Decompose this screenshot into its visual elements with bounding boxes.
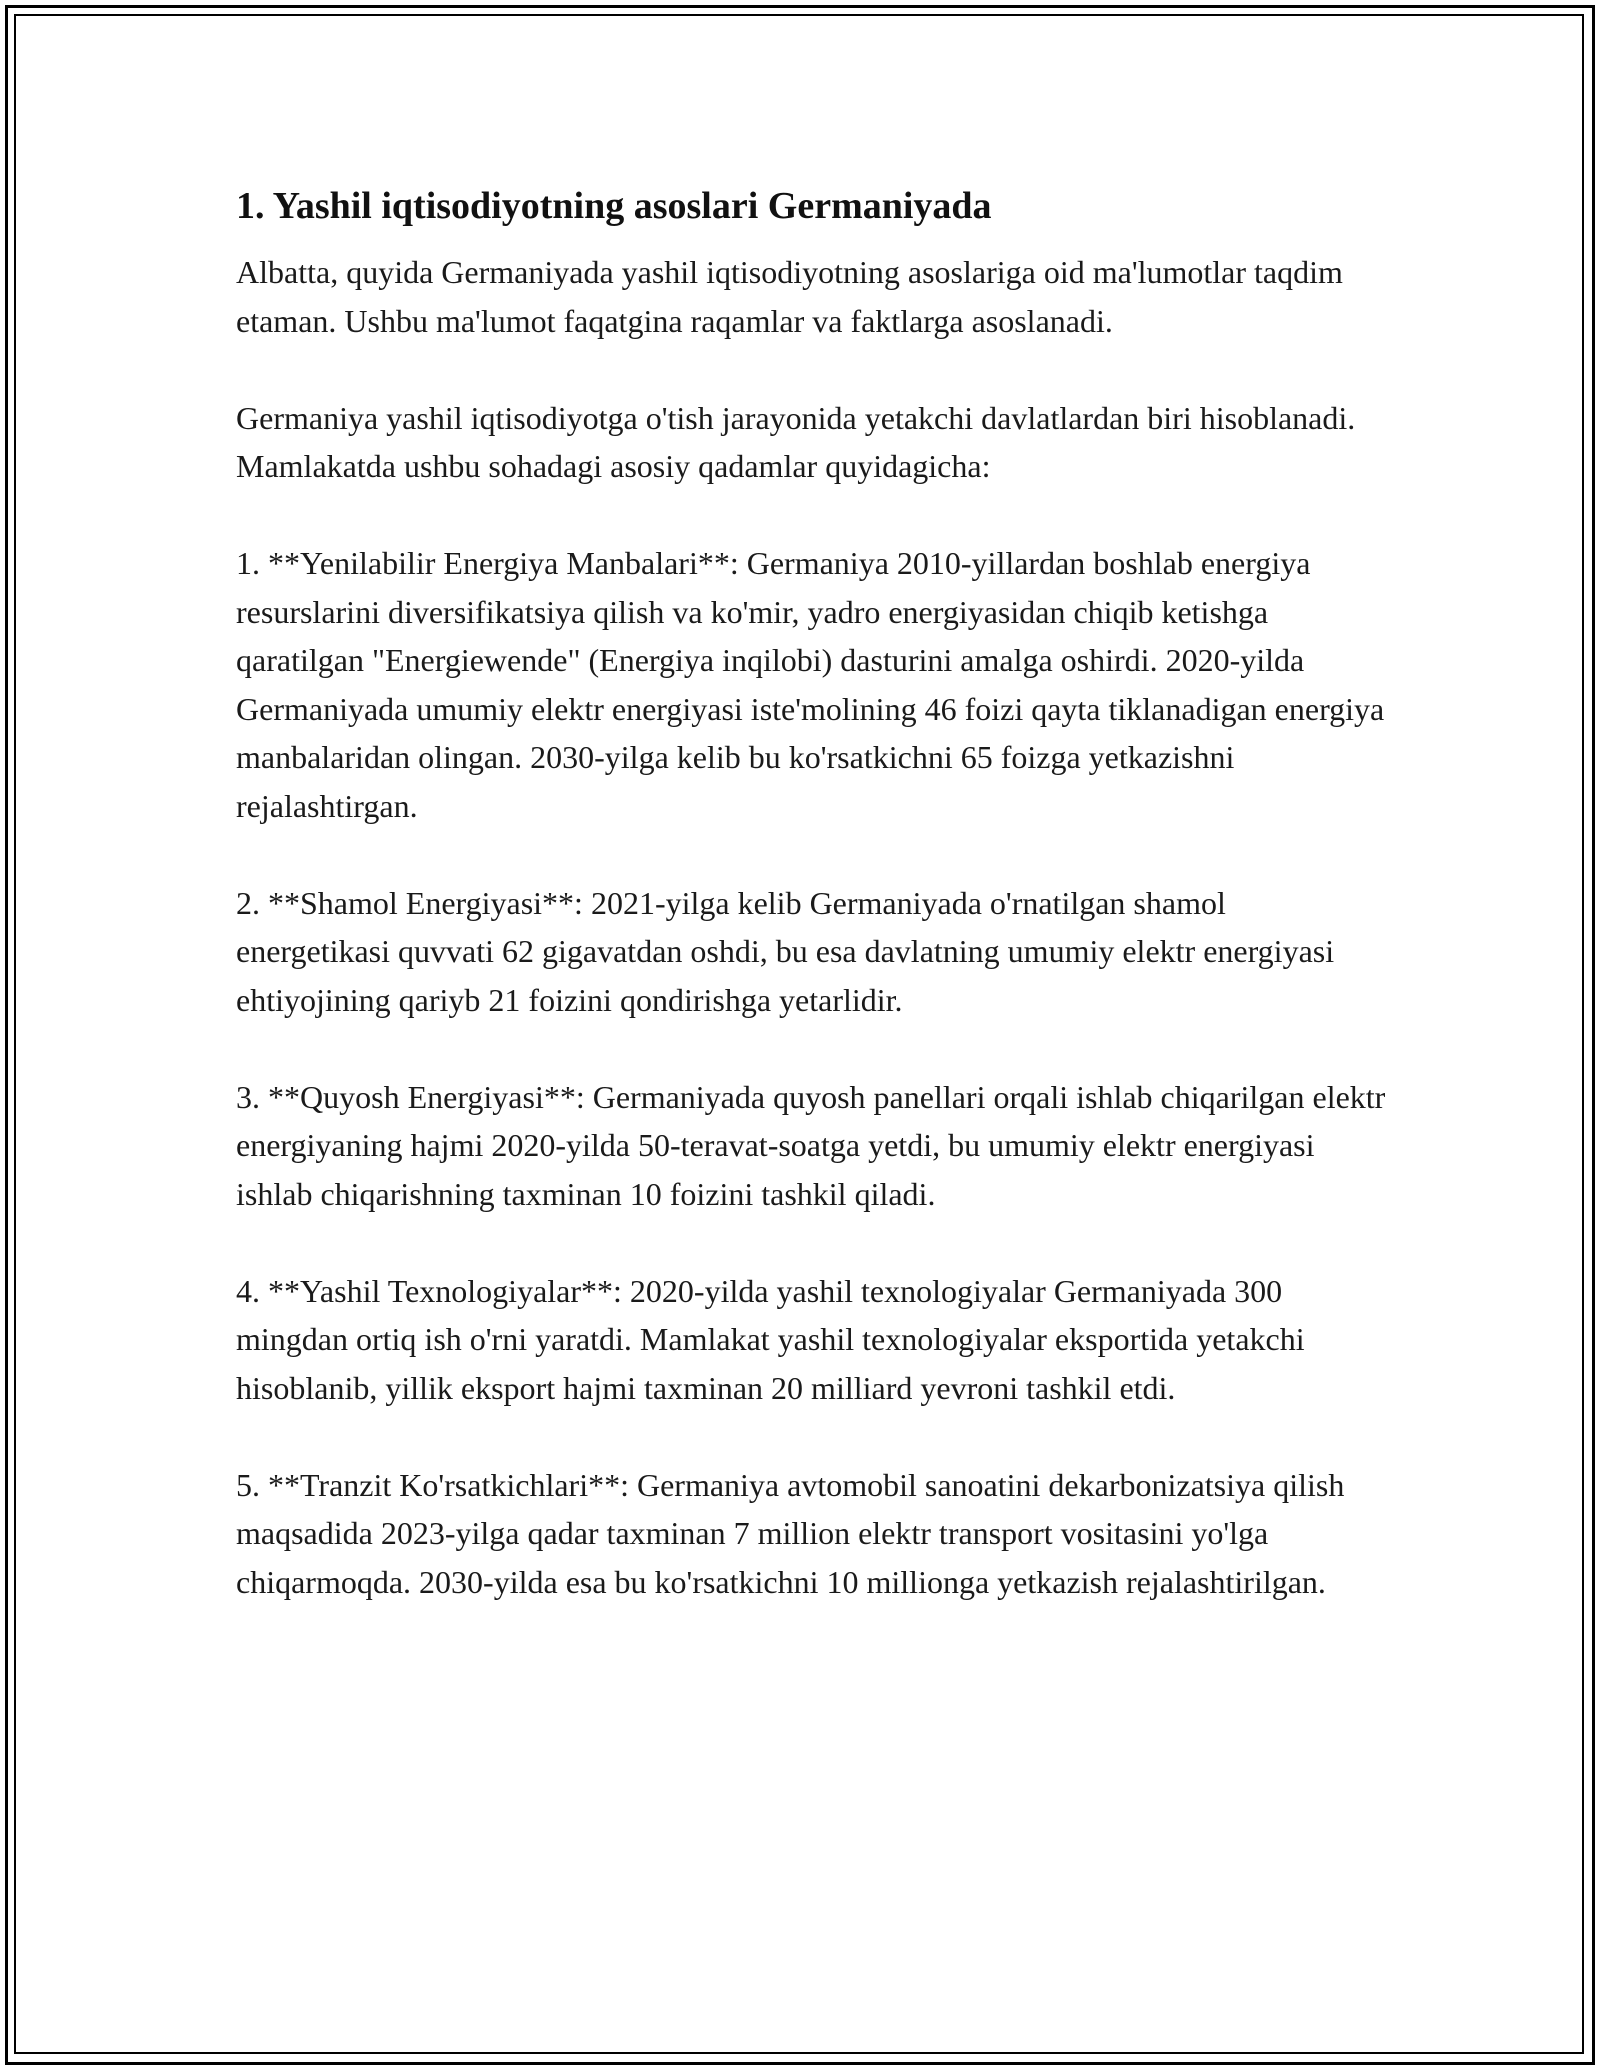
list-item-green-technologies: 4. **Yashil Texnologiyalar**: 2020-yilda yashil texnologiyalar Germaniyada 300 mingdan ortiq ish o'rni yaratdi. Mamlakat yashil texnologiyalar eksportida yetakchi hisoblanib, yillik eksport hajmi taxminan 20 milliard yevroni tashkil etdi.	[236, 1272, 1305, 1406]
page-title: 1. Yashil iqtisodiyotning asoslari Germaniyada	[236, 185, 992, 227]
list-item-transit-indicators: 5. **Tranzit Ko'rsatkichlari**: Germaniya avtomobil sanoatini dekarbonizatsiya qilish maqsadida 2023-yilga qadar taxminan 7 million elektr transport vositasini yo'lga chiqarmoqda. 2030-yilda esa bu ko'rsatkichni 10 millionga yetkazish rejalashtirilgan.	[236, 1466, 1345, 1600]
list-item-renewable-energy: 1. **Yenilabilir Energiya Manbalari**: Germaniya 2010-yillardan boshlab energiya resurslarini diversifikatsiya qilish va ko'mir, yadro energiyasidan chiqib ketishga qaratilgan "Energiewende" (Energiya inqilobi) dasturini amalga oshirdi. 2020-yilda Germaniyada umumiy elektr energiyasi iste'molining 46 foizi qayta tiklanadigan energiya manbalaridan olingan. 2030-yilga kelib bu ko'rsatkichni 65 foizga yetkazishni rejalashtirgan.	[236, 545, 1385, 824]
context-paragraph: Germaniya yashil iqtisodiyotga o'tish jarayonida yetakchi davlatlardan biri hisoblanadi. Mamlakatda ushbu sohadagi asosiy qadamlar quyidagicha:	[236, 399, 1356, 484]
intro-paragraph: Albatta, quyida Germaniyada yashil iqtisodiyotning asoslariga oid ma'lumotlar taqdim etaman. Ushbu ma'lumot faqatgina raqamlar va faktlarga asoslanadi.	[236, 254, 1343, 339]
list-item-solar-energy: 3. **Quyosh Energiyasi**: Germaniyada quyosh panellari orqali ishlab chiqarilgan elektr energiyaning hajmi 2020-yilda 50-teravat-soatga yetdi, bu umumiy elektr energiyasi ishlab chiqarishning taxminan 10 foizini tashkil qiladi.	[236, 1078, 1386, 1212]
document-body	[236, 182, 1386, 1606]
list-item-wind-energy: 2. **Shamol Energiyasi**: 2021-yilga kelib Germaniyada o'rnatilgan shamol energetikasi quvvati 62 gigavatdan oshdi, bu esa davlatning umumiy elektr energiyasi ehtiyojining qariyb 21 foizini qondirishga yetarlidir.	[236, 884, 1335, 1018]
